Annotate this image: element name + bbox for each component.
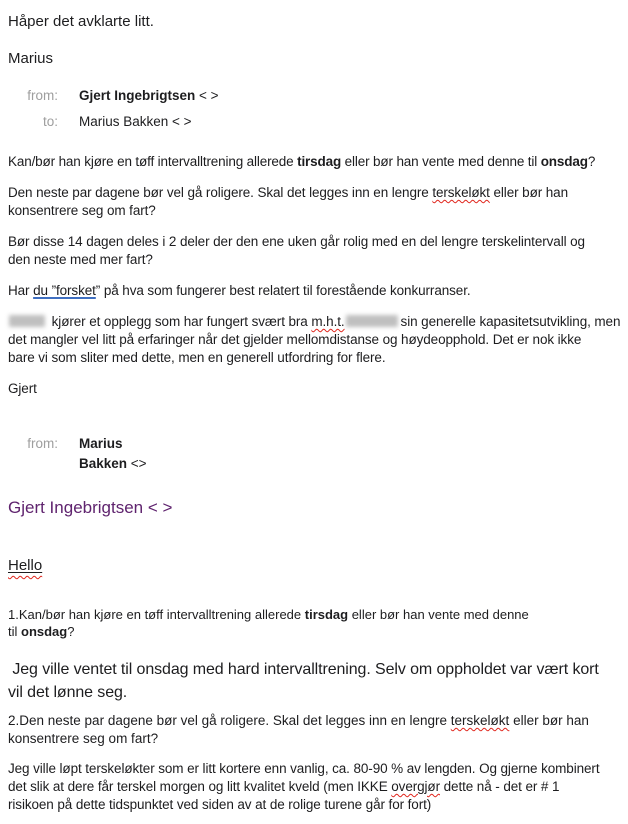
question-1 (8, 606, 620, 640)
to-label: to: (42, 114, 58, 129)
text-segment: onsdag (540, 154, 588, 169)
forsket-link[interactable]: du ”forsket (33, 283, 96, 298)
text-segment: Marius (79, 436, 123, 451)
greeting (8, 556, 620, 575)
from-row (8, 87, 620, 105)
text-segment: sin generelle kapasitetsutvikling, men (400, 314, 621, 329)
text-segment: m.h.t. (311, 314, 345, 329)
text-segment: tirsdag (297, 154, 342, 169)
text-segment: den neste med mer fart? (8, 252, 153, 267)
message2-signature: Gjert (8, 381, 37, 396)
text-segment: kjører et opplegg som har fungert svært bra (48, 314, 312, 329)
message2-paragraph (8, 233, 620, 269)
text-segment: konsentrere seg om fart? (8, 203, 156, 218)
text-segment: < > (195, 88, 219, 103)
to-value (79, 113, 192, 131)
text-segment: eller bør han vente med denne (348, 607, 529, 622)
quoted-header-1 (8, 87, 620, 131)
text-segment: terskeløkt (450, 713, 510, 728)
text-segment: Bakken (79, 456, 128, 471)
text-segment: Den neste par dagene bør vel gå roligere. Skal det legges inn en lengre (8, 185, 433, 200)
text-segment: tirsdag (304, 607, 349, 622)
message2-paragraph (8, 184, 620, 220)
redacted-text (346, 315, 398, 327)
text-segment: risikoen på dette tidspunktet ved siden av at de rolige turene går for fort) (8, 797, 432, 812)
text-segment: eller bør han vente med denne til (341, 154, 541, 169)
to-row (8, 113, 620, 131)
text-segment: <> (127, 456, 147, 471)
text-segment: dette nå - det er # 1 (439, 779, 560, 794)
from-row (8, 434, 620, 474)
text-segment: eller bør han (489, 185, 568, 200)
question-2 (8, 712, 620, 748)
text-segment: eller bør han (509, 713, 589, 728)
text-segment: Gjert Ingebrigtsen (79, 88, 196, 103)
text-segment: Bør disse 14 dagen deles i 2 deler der den ene uken går rolig med en del lengre terskelintervall og (8, 234, 585, 249)
text-segment: Marius Bakken < > (79, 114, 192, 129)
text-segment: konsentrere seg om fart? (8, 731, 159, 746)
text-segment: Kan/bør han kjøre en tøff intervalltrening allerede (8, 154, 298, 169)
redacted-text (9, 315, 45, 327)
text-segment: vil det lønne seg. (8, 684, 128, 701)
text-segment: det slik at dere får terskel morgen og litt kvalitet kveld (men IKKE (8, 779, 392, 794)
greeting-underline: Hello (8, 557, 43, 574)
text-segment: Har (8, 283, 34, 298)
answer-1 (8, 658, 620, 704)
text-segment: til (8, 624, 21, 639)
message1-signature: Marius (8, 50, 54, 67)
from-label: from: (27, 88, 58, 103)
quoted-header-2 (8, 434, 620, 474)
message2-paragraph (8, 313, 620, 367)
text-segment: bare vi som sliter med dette, men en generell utfordring for flere. (8, 350, 386, 365)
text-segment: overgjør (391, 779, 440, 794)
answer-2 (8, 760, 620, 814)
text-segment: ” på hva som fungerer best relatert til forestående konkurranser. (95, 283, 471, 298)
text-segment: 1.Kan/bør han kjøre en tøff intervalltrening allerede (8, 607, 305, 622)
message2-body (8, 153, 620, 398)
message2-paragraph (8, 153, 620, 171)
sender-link[interactable]: Gjert Ingebrigtsen < > (8, 498, 173, 517)
text-segment: Jeg ville ventet til onsdag med hard intervalltrening. Selv om oppholdet var vært kort (8, 661, 599, 678)
text-segment: ? (587, 154, 596, 169)
text-segment: terskeløkt (432, 185, 490, 200)
text-segment: ? (67, 624, 75, 639)
text-segment: onsdag (21, 624, 68, 639)
message1-closing: Håper det avklarte litt. (8, 13, 154, 30)
text-segment: Jeg ville løpt terskeløkter som er litt kortere enn vanlig, ca. 80-90 % av lengden. Og gjerne kombinert (8, 761, 600, 776)
from-value (79, 87, 219, 105)
text-segment: det mangler vel litt på erfaringer når det gjelder mellomdistanse og høydeopphold. Det er nok ikke (8, 332, 582, 347)
from-label: from: (27, 436, 58, 451)
message2-paragraph (8, 282, 620, 300)
from-value (79, 434, 147, 474)
text-segment: 2.Den neste par dagene bør vel gå roligere. Skal det legges inn en lengre (8, 713, 451, 728)
